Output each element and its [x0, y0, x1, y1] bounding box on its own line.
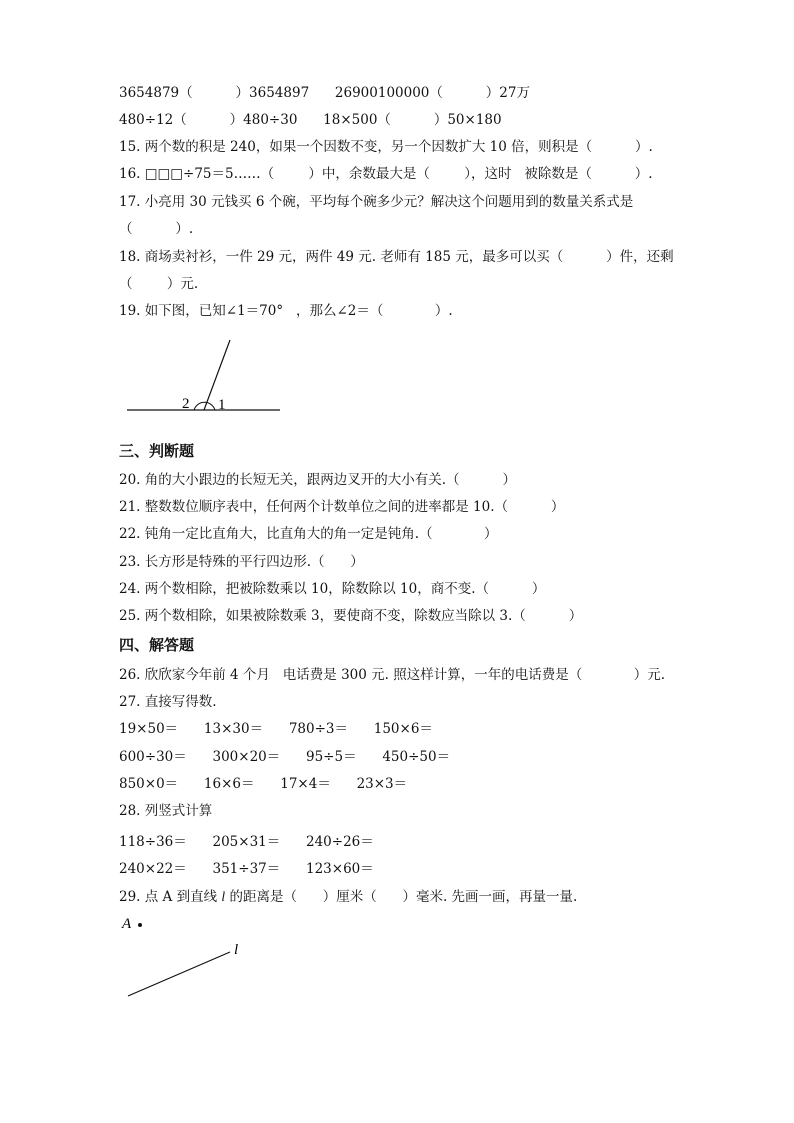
calc-row-1: 19×50＝ 13×30＝ 780÷3＝ 150×6＝ — [119, 721, 433, 737]
question-28: 28. 列竖式计算 — [119, 803, 213, 819]
compare-row-2: 480÷12（ ）480÷30 18×500（ ）50×180 — [119, 112, 502, 128]
angle-label-1: 1 — [218, 397, 226, 413]
line-name-l: l — [221, 889, 226, 904]
calc-row-3: 850×0＝ 16×6＝ 17×4＝ 23×3＝ — [119, 776, 408, 792]
ray — [204, 340, 230, 410]
point-label-A: A — [122, 916, 132, 932]
question-24: 24. 两个数相除，把被除数乘以 10，除数除以 10，商不变.（ ） — [119, 581, 546, 597]
question-20: 20. 角的大小跟边的长短无关，跟两边叉开的大小有关.（ ） — [119, 472, 516, 488]
question-17-line-1: 17. 小亮用 30 元钱买 6 个碗，平均每个碗多少元？解决这个问题用到的数量关系式是 — [119, 194, 634, 210]
question-22: 22. 钝角一定比直角大，比直角大的角一定是钝角.（ ） — [119, 526, 498, 542]
vertical-calc-row-2: 240×22＝ 351÷37＝ 123×60＝ — [119, 861, 374, 877]
point-line-figure-29 — [118, 910, 258, 1002]
question-27: 27. 直接写得数. — [119, 694, 217, 710]
question-29 — [119, 888, 577, 906]
question-15: 15. 两个数的积是 240，如果一个因数不变，另一个因数扩大 10 倍，则积是（ ）. — [119, 139, 653, 155]
line-l — [128, 952, 230, 996]
question-29-suffix: 的距离是（ ）厘米（ ）毫米. 先画一画，再量一量. — [225, 889, 578, 905]
question-23: 23. 长方形是特殊的平行四边形.（ ） — [119, 554, 364, 570]
question-25: 25. 两个数相除，如果被除数乘 3，要使商不变，除数应当除以 3.（ ） — [119, 608, 583, 624]
question-26: 26. 欣欣家今年前 4 个月 电话费是 300 元. 照这样计算，一年的电话费是（ ）元. — [119, 667, 666, 683]
section-heading-answers: 四、解答题 — [119, 636, 195, 654]
question-29-prefix: 29. 点 A 到直线 — [119, 889, 222, 905]
question-21: 21. 整数数位顺序表中，任何两个计数单位之间的进率都是 10.（ ） — [119, 499, 565, 515]
compare-row-1: 3654879（ ）3654897 26900100000（ ）27万 — [119, 85, 530, 101]
calc-row-2: 600÷30＝ 300×20＝ 95÷5＝ 450÷50＝ — [119, 749, 451, 765]
question-16: 16. □□□÷75＝5……（ ）中，余数最大是（ ），这时 被除数是（ ）. — [119, 166, 653, 182]
angle-label-2: 2 — [182, 396, 190, 412]
line-label-l: l — [234, 942, 239, 958]
question-17-line-2: （ ）. — [119, 221, 194, 237]
angle-figure-19 — [120, 336, 290, 418]
vertical-calc-row-1: 118÷36＝ 205×31＝ 240÷26＝ — [119, 834, 374, 850]
point-A — [138, 923, 142, 927]
question-18-line-2: （ ）元. — [119, 276, 199, 292]
question-19: 19. 如下图，已知∠1＝70° ，那么∠2＝（ ）. — [119, 303, 453, 319]
question-18-line-1: 18. 商场卖衬衫，一件 29 元，两件 49 元. 老师有 185 元，最多可以买（ ）件，还剩 — [119, 249, 674, 265]
section-heading-judgement: 三、判断题 — [119, 442, 195, 460]
